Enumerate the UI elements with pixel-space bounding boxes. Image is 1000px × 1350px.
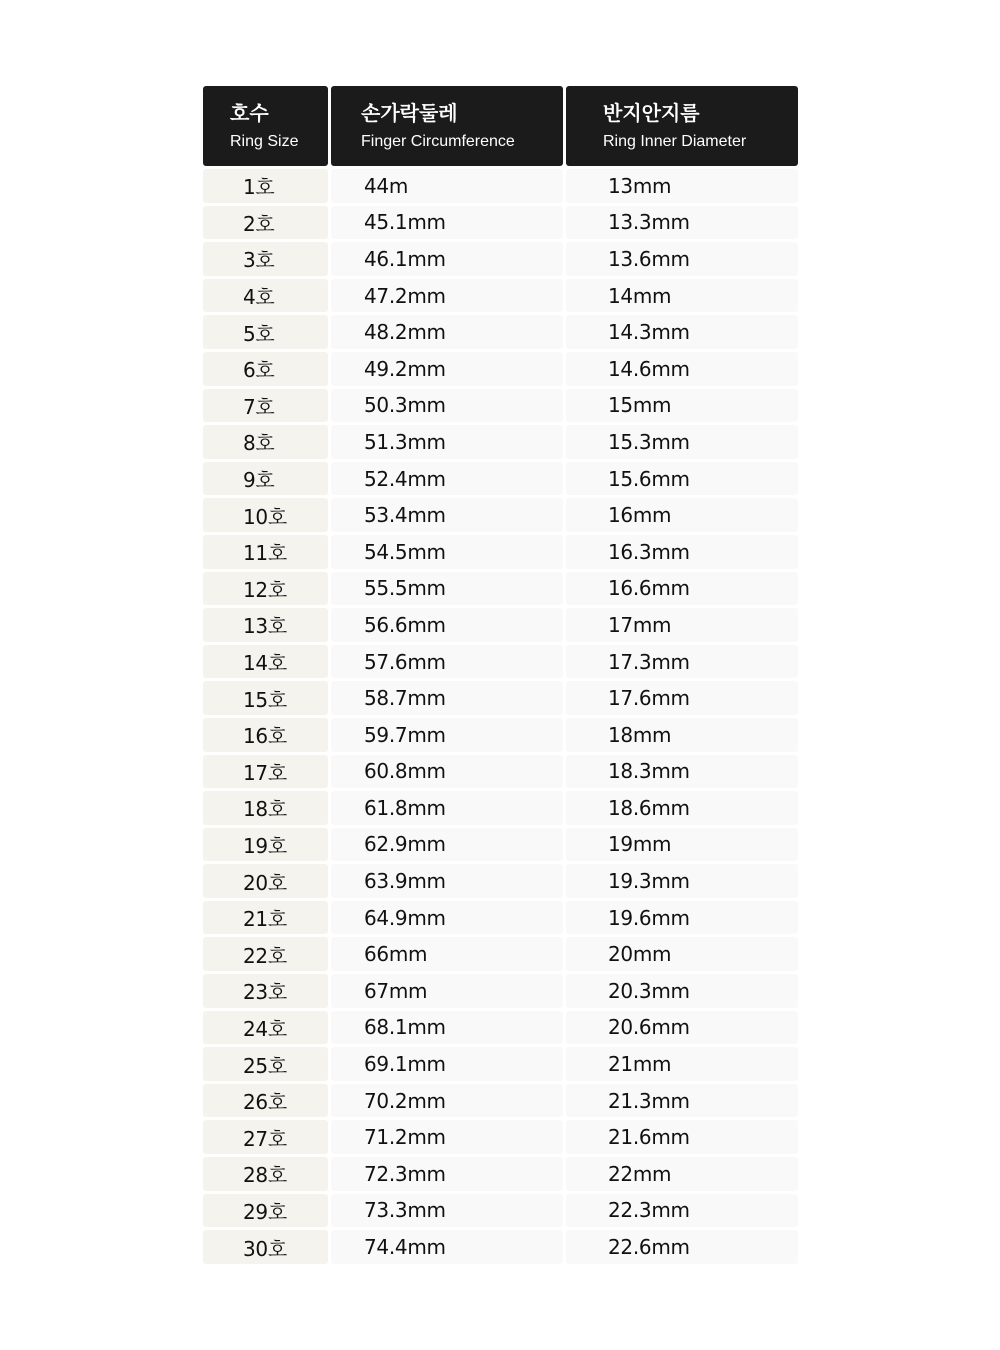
table-row [203,498,797,532]
header-circumference-ko: 손가락둘레 [361,101,458,125]
circumference-cell: 51.3mm [331,425,563,459]
ring-size-cell: 9호 [203,462,328,496]
circumference-cell: 74.4mm [331,1230,563,1264]
diameter-cell: 17mm [566,608,798,642]
table-row [203,974,797,1008]
ring-size-cell: 1호 [203,169,328,203]
ring-size-cell: 21호 [203,901,328,935]
circumference-cell: 54.5mm [331,535,563,569]
diameter-cell: 22.3mm [566,1194,798,1228]
diameter-cell: 18mm [566,718,798,752]
table-row [203,608,797,642]
table-row [203,1084,797,1118]
ring-size-cell: 19호 [203,828,328,862]
table-row [203,937,797,971]
circumference-cell: 66mm [331,937,563,971]
circumference-cell: 59.7mm [331,718,563,752]
ring-size-cell: 17호 [203,755,328,789]
circumference-cell: 44m [331,169,563,203]
table-row [203,681,797,715]
diameter-cell: 22.6mm [566,1230,798,1264]
circumference-cell: 72.3mm [331,1157,563,1191]
ring-size-cell: 30호 [203,1230,328,1264]
diameter-cell: 13mm [566,169,798,203]
ring-size-cell: 14호 [203,645,328,679]
table-row [203,1157,797,1191]
table-row [203,901,797,935]
circumference-cell: 64.9mm [331,901,563,935]
diameter-cell: 21.6mm [566,1120,798,1154]
ring-size-cell: 29호 [203,1194,328,1228]
diameter-cell: 17.3mm [566,645,798,679]
circumference-cell: 57.6mm [331,645,563,679]
diameter-cell: 18.6mm [566,791,798,825]
circumference-cell: 67mm [331,974,563,1008]
diameter-cell: 21.3mm [566,1084,798,1118]
ring-size-cell: 20호 [203,864,328,898]
diameter-cell: 13.3mm [566,206,798,240]
diameter-cell: 16.6mm [566,572,798,606]
table-row [203,1194,797,1228]
ring-size-cell: 4호 [203,279,328,313]
table-row [203,425,797,459]
table-row [203,645,797,679]
table-row [203,242,797,276]
table-row [203,1047,797,1081]
diameter-cell: 19mm [566,828,798,862]
diameter-cell: 14.3mm [566,315,798,349]
header-ring-size [203,86,328,166]
circumference-cell: 63.9mm [331,864,563,898]
circumference-cell: 73.3mm [331,1194,563,1228]
circumference-cell: 56.6mm [331,608,563,642]
diameter-cell: 15.3mm [566,425,798,459]
table-row [203,828,797,862]
diameter-cell: 15mm [566,389,798,423]
table-row [203,535,797,569]
header-finger-circumference [331,86,563,166]
circumference-cell: 45.1mm [331,206,563,240]
ring-size-cell: 13호 [203,608,328,642]
diameter-cell: 16.3mm [566,535,798,569]
table-row [203,206,797,240]
diameter-cell: 13.6mm [566,242,798,276]
table-row [203,279,797,313]
circumference-cell: 55.5mm [331,572,563,606]
circumference-cell: 68.1mm [331,1011,563,1045]
diameter-cell: 22mm [566,1157,798,1191]
table-row [203,791,797,825]
ring-size-cell: 11호 [203,535,328,569]
diameter-cell: 17.6mm [566,681,798,715]
table-row [203,1230,797,1264]
table-row [203,1011,797,1045]
ring-size-cell: 3호 [203,242,328,276]
table-header [203,86,797,166]
ring-size-cell: 5호 [203,315,328,349]
diameter-cell: 20mm [566,937,798,971]
circumference-cell: 48.2mm [331,315,563,349]
ring-size-cell: 6호 [203,352,328,386]
ring-size-cell: 18호 [203,791,328,825]
header-diameter-ko: 반지안지름 [603,101,700,125]
ring-size-cell: 12호 [203,572,328,606]
table-row [203,352,797,386]
circumference-cell: 52.4mm [331,462,563,496]
table-row [203,864,797,898]
table-row [203,315,797,349]
ring-size-cell: 24호 [203,1011,328,1045]
circumference-cell: 47.2mm [331,279,563,313]
table-row [203,718,797,752]
diameter-cell: 14mm [566,279,798,313]
diameter-cell: 14.6mm [566,352,798,386]
circumference-cell: 46.1mm [331,242,563,276]
circumference-cell: 58.7mm [331,681,563,715]
header-diameter-en: Ring Inner Diameter [603,133,747,150]
diameter-cell: 20.6mm [566,1011,798,1045]
header-ring-size-ko: 호수 [230,101,269,125]
circumference-cell: 53.4mm [331,498,563,532]
table-row [203,755,797,789]
ring-size-cell: 26호 [203,1084,328,1118]
header-ring-size-en: Ring Size [230,133,299,150]
diameter-cell: 18.3mm [566,755,798,789]
diameter-cell: 21mm [566,1047,798,1081]
table-body [203,169,797,1264]
circumference-cell: 49.2mm [331,352,563,386]
diameter-cell: 19.6mm [566,901,798,935]
ring-size-cell: 23호 [203,974,328,1008]
diameter-cell: 16mm [566,498,798,532]
header-circumference-en: Finger Circumference [361,133,515,150]
circumference-cell: 62.9mm [331,828,563,862]
circumference-cell: 50.3mm [331,389,563,423]
ring-size-cell: 2호 [203,206,328,240]
circumference-cell: 70.2mm [331,1084,563,1118]
ring-size-cell: 7호 [203,389,328,423]
diameter-cell: 15.6mm [566,462,798,496]
ring-size-cell: 28호 [203,1157,328,1191]
diameter-cell: 19.3mm [566,864,798,898]
ring-size-cell: 25호 [203,1047,328,1081]
ring-size-cell: 22호 [203,937,328,971]
ring-size-cell: 10호 [203,498,328,532]
ring-size-cell: 16호 [203,718,328,752]
ring-size-cell: 27호 [203,1120,328,1154]
table-row [203,389,797,423]
table-row [203,572,797,606]
circumference-cell: 71.2mm [331,1120,563,1154]
table-row [203,462,797,496]
ring-size-cell: 15호 [203,681,328,715]
circumference-cell: 60.8mm [331,755,563,789]
table-row [203,169,797,203]
table-row [203,1120,797,1154]
ring-size-cell: 8호 [203,425,328,459]
ring-size-table [203,86,797,1267]
circumference-cell: 61.8mm [331,791,563,825]
circumference-cell: 69.1mm [331,1047,563,1081]
header-ring-inner-diameter [566,86,798,166]
diameter-cell: 20.3mm [566,974,798,1008]
